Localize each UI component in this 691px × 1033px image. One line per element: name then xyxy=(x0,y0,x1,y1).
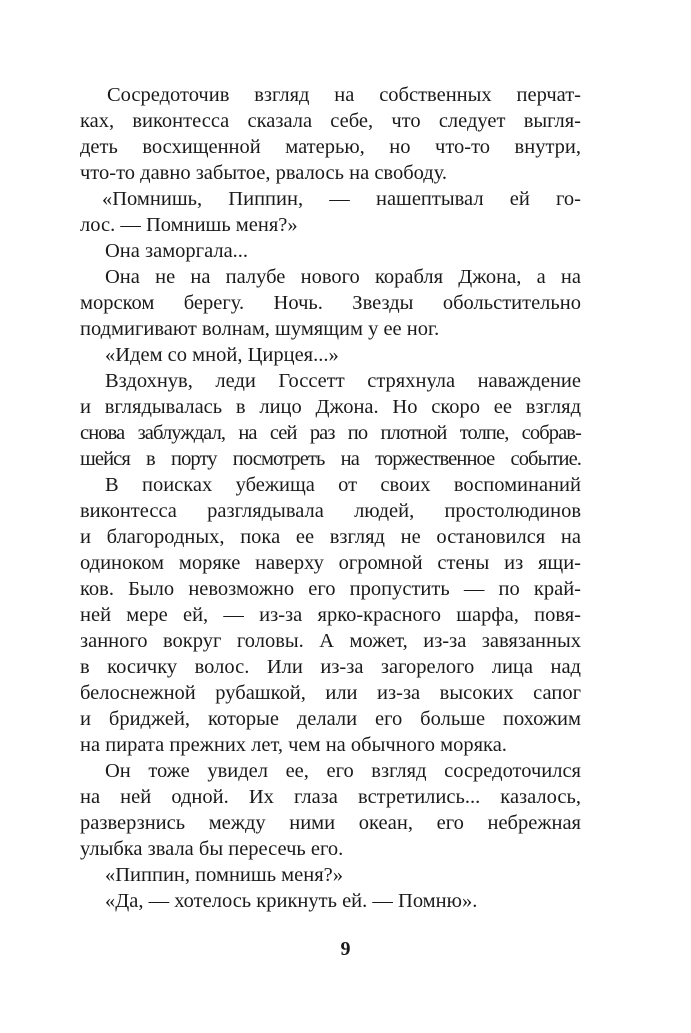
text-line-4: что-то давно забытое, рвалось на свободу. xyxy=(80,162,448,184)
text-line-31: «Пиппин, помнишь меня?» xyxy=(105,864,343,886)
text-line-9: морском берегу. Ночь. Звезды обольстительно xyxy=(80,292,581,314)
text-line-27: Он тоже увидел ее, его взгляд сосредоточился xyxy=(105,760,581,782)
text-line-23: в косичку волос. Или из-за загорелого лица над xyxy=(80,656,581,678)
text-line-8: Она не на палубе нового корабля Джона, а на xyxy=(105,266,581,288)
text-line-5: «Помнишь, Пиппин, — нашептывал ей го- xyxy=(102,188,581,210)
text-line-2: ках, виконтесса сказала себе, что следует выгля- xyxy=(80,110,581,132)
text-line-6: лос. — Помнишь меня?» xyxy=(80,214,298,236)
text-line-7: Она заморгала... xyxy=(105,240,249,262)
text-line-26: на пирата прежних лет, чем на обычного моряка. xyxy=(80,734,507,756)
text-line-12: Вздохнув, леди Госсетт стряхнула наваждение xyxy=(105,370,581,392)
text-line-24: белоснежной рубашкой, или из-за высоких сапог xyxy=(80,682,581,704)
text-line-16: В поисках убежища от своих воспоминаний xyxy=(105,474,581,496)
text-line-29: разверзнись между ними океан, его небрежная xyxy=(80,812,581,834)
text-line-14: снова заблуждал, на сей раз по плотной толпе, собрав- xyxy=(80,422,581,444)
text-line-1: Сосредоточив взгляд на собственных перчат- xyxy=(107,84,581,106)
text-line-3: деть восхищенной матерью, но что-то внутри, xyxy=(80,136,581,158)
text-line-30: улыбка звала бы пересечь его. xyxy=(80,838,344,860)
text-line-21: ней мере ей, — из-за ярко-красного шарфа, повя- xyxy=(80,604,581,626)
body-text xyxy=(80,82,581,914)
text-line-17: виконтесса разглядывала людей, простолюдинов xyxy=(80,500,581,522)
text-line-10: подмигивают волнам, шумящим у ее ног. xyxy=(80,318,440,340)
text-line-22: занного вокруг головы. А может, из-за завязанных xyxy=(80,630,581,652)
text-line-25: и бриджей, которые делали его больше похожим xyxy=(80,708,581,730)
text-line-28: на ней одной. Их глаза встретились... казалось, xyxy=(80,786,581,808)
text-line-32: «Да, — хотелось крикнуть ей. — Помню». xyxy=(105,890,478,912)
text-line-13: и вглядывалась в лицо Джона. Но скоро ее взгляд xyxy=(80,396,581,418)
text-line-19: одиноком моряке наверху огромной стены из ящи- xyxy=(80,552,581,574)
text-line-18: и благородных, пока ее взгляд не остановился на xyxy=(80,526,581,548)
page-number: 9 xyxy=(340,938,351,960)
text-line-15: шейся в порту посмотреть на торжественное событие. xyxy=(80,448,581,470)
text-line-11: «Идем со мной, Цирцея...» xyxy=(105,344,339,366)
text-line-20: ков. Было невозможно его пропустить — по край- xyxy=(80,578,581,600)
